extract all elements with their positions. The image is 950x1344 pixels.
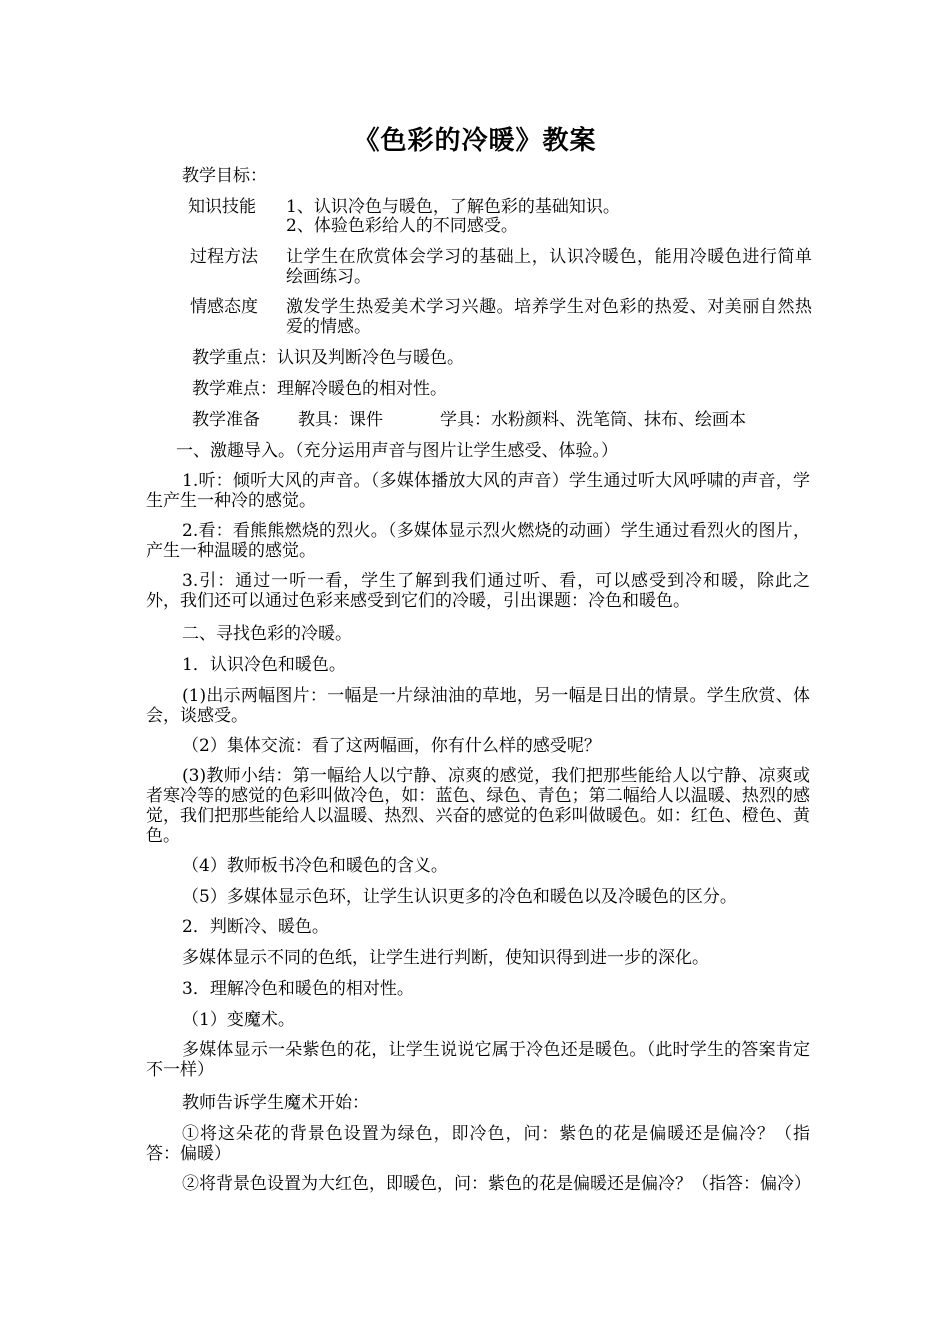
- section-2-heading: 二、寻找色彩的冷暖。: [182, 624, 352, 644]
- knowledge-item-1: 1、认识冷色与暖色，了解色彩的基础知识。: [286, 197, 620, 217]
- emotion-text: 激发学生热爱美术学习兴趣。培养学生对色彩的热爱、对美丽自然热爱的情感。: [286, 297, 812, 337]
- prep-student: 学具：水粉颜料、洗笔筒、抹布、绘画本: [440, 410, 746, 430]
- process-label: 过程方法: [190, 247, 258, 267]
- paragraph-2-1-5: （5）多媒体显示色环，让学生认识更多的冷色和暖色以及冷暖色的区分。: [182, 887, 737, 907]
- knowledge-label: 知识技能: [188, 197, 256, 217]
- subsection-2-3: 3．理解冷色和暖色的相对性。: [182, 979, 414, 999]
- document-title: 《色彩的冷暖》教案: [353, 126, 597, 156]
- prep-label: 教学准备: [192, 410, 260, 430]
- section-1-heading: 一、激趣导入。（充分运用声音与图片让学生感受、体验。）: [176, 441, 618, 461]
- paragraph-question-1: ①将这朵花的背景色设置为绿色，即冷色，问：紫色的花是偏暖还是偏冷？（指答：偏暖）: [146, 1124, 810, 1164]
- key-point: 教学重点：认识及判断冷色与暖色。: [192, 348, 464, 368]
- emotion-label: 情感态度: [190, 297, 258, 317]
- paragraph-2-1-3: (3)教师小结：第一幅给人以宁静、凉爽的感觉，我们把那些能给人以宁静、凉爽或者寒冷等的感觉的色彩叫做冷色，如：蓝色、绿色、青色；第二幅给人以温暖、热烈的感觉，我们把那些能给人以温暖、热烈、兴奋的感觉的色彩叫做暖色。如：红色、橙色、黄色。: [146, 766, 810, 846]
- subsection-2-1: 1．认识冷色和暖色。: [182, 655, 346, 675]
- paragraph-teacher-magic: 教师告诉学生魔术开始：: [182, 1093, 369, 1113]
- paragraph-2-1-2: （2）集体交流：看了这两幅画，你有什么样的感受呢？: [182, 736, 601, 756]
- objectives-heading: 教学目标：: [182, 166, 267, 186]
- paragraph-lead: 3.引：通过一听一看，学生了解到我们通过听、看，可以感受到冷和暖，除此之外，我们还可以通过色彩来感受到它们的冷暖，引出课题：冷色和暖色。: [146, 571, 810, 611]
- prep-teacher: 教具：课件: [298, 410, 383, 430]
- paragraph-question-2: ②将背景色设置为大红色，即暖色，问：紫色的花是偏暖还是偏冷？（指答：偏冷）: [182, 1174, 811, 1194]
- paragraph-2-1-4: （4）教师板书冷色和暖色的含义。: [182, 856, 448, 876]
- knowledge-item-2: 2、体验色彩给人的不同感受。: [286, 216, 518, 236]
- paragraph-2-3-1-text: 多媒体显示一朵紫色的花，让学生说说它属于冷色还是暖色。（此时学生的答案肯定不一样）: [146, 1040, 810, 1080]
- paragraph-listen: 1.听：倾听大风的声音。（多媒体播放大风的声音）学生通过听大风呼啸的声音，学生产生一种冷的感觉。: [146, 471, 810, 511]
- paragraph-2-3-1: （1）变魔术。: [182, 1010, 295, 1030]
- subsection-2-2: 2．判断冷、暖色。: [182, 917, 329, 937]
- difficulty: 教学难点：理解冷暖色的相对性。: [192, 379, 447, 399]
- paragraph-2-2: 多媒体显示不同的色纸，让学生进行判断，使知识得到进一步的深化。: [182, 948, 709, 968]
- paragraph-2-1-1: (1)出示两幅图片：一幅是一片绿油油的草地，另一幅是日出的情景。学生欣赏、体会，谈感受。: [146, 686, 810, 726]
- process-text: 让学生在欣赏体会学习的基础上，认识冷暖色，能用冷暖色进行简单绘画练习。: [286, 247, 812, 287]
- paragraph-look: 2.看：看熊熊燃烧的烈火。（多媒体显示烈火燃烧的动画）学生通过看烈火的图片，产生一种温暖的感觉。: [146, 521, 810, 561]
